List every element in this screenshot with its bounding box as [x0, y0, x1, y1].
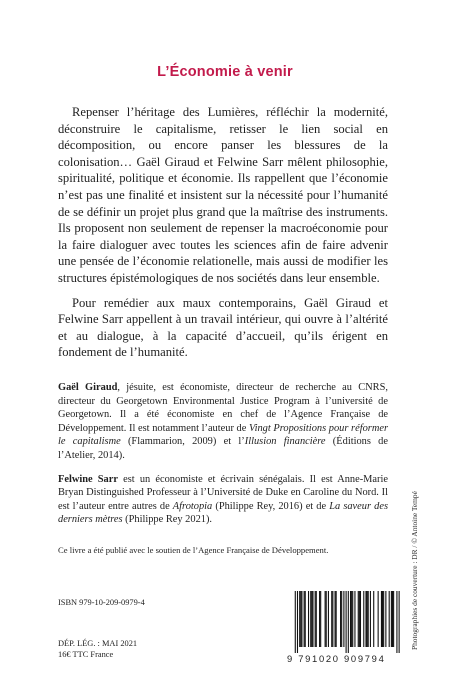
barcode-bar: [370, 591, 371, 647]
barcode-bar: [383, 591, 384, 647]
book-title-ref: Afrotopia: [172, 500, 213, 512]
bio-text: (Flammarion, 2009) et l’: [120, 436, 245, 448]
barcode-bar: [399, 591, 400, 653]
price: 16€ TTC France: [58, 650, 114, 660]
barcode-bar: [319, 591, 320, 647]
barcode-bar: [341, 591, 342, 647]
barcode-bar: [360, 591, 361, 647]
barcode-bar: [328, 591, 329, 647]
book-title-ref: Vingt Propositions pour réformer le capitalisme: [58, 422, 388, 448]
book-title-ref: Illusion financière: [244, 436, 326, 448]
barcode-bar: [392, 591, 393, 647]
blurb-paragraph-1: Repenser l’héritage des Lumières, réfléchir la modernité, déconstruire le capitalisme, retisser le lien social en décomposition, ou encore panser les blessures de la colonisation… Gaël Giraud et Felwine Sarr mêlent philosophie, spiritualité, politique et économie. Ils rappellent que l’économie n’est pas une finalité et insistent sur la nécessité pour l’humanité de se définir un projet plus grand que la maîtrise des instruments. Ils proposent non seulement de repenser la macroéconomie pour la faire dialoguer avec toutes les sciences afin de faire advenir une pensée de l’économie relationelle, mais aussi de modifier les structures épistémologiques de nos sociétés dans leur ensemble.: [58, 105, 388, 285]
barcode-bar: [365, 591, 366, 647]
barcode-bar: [331, 591, 332, 647]
author-name-giraud: Gaël Giraud: [58, 382, 118, 393]
author-bios: [58, 381, 388, 527]
barcode-bar: [305, 591, 306, 647]
legal-deposit: DÉP. LÉG. : MAI 2021: [58, 639, 138, 648]
book-title: L’Économie à venir: [157, 64, 293, 80]
barcode-bar: [312, 591, 313, 647]
barcode-bar: [393, 591, 394, 647]
barcode-bar: [368, 591, 369, 647]
barcode-bar: [396, 591, 397, 653]
bio-text: (Éditions de l’Atelier, 2014).: [58, 436, 388, 461]
barcode-bar: [382, 591, 383, 647]
bio-text: est un économiste et écrivain sénégalais. Il est Anne-Marie Bryan Distinguished Professeur à l’Université de Duke en Caroline du Nord. Il est l’auteur entre autres de: [58, 473, 388, 512]
bio-text: (Philippe Rey, 2016) et de: [212, 500, 330, 512]
barcode-bar: [343, 591, 344, 647]
author-name-sarr: Felwine Sarr: [58, 473, 118, 485]
barcode-bar: [378, 591, 379, 647]
barcode-bar: [373, 591, 374, 647]
barcode-bar: [336, 591, 337, 647]
barcode-icon: [287, 591, 403, 657]
isbn-label: ISBN 979-10-209-0979-4: [58, 598, 145, 607]
photo-credit: Photographies de couverture : DR / © Antoine Tempé: [410, 491, 419, 650]
support-note: Ce livre a été publié avec le soutien de l’Agence Française de Développement.: [58, 545, 329, 555]
bio-sarr: [58, 473, 388, 527]
barcode-bar: [363, 591, 364, 647]
barcode-bar: [326, 591, 327, 647]
barcode-bar: [308, 591, 309, 647]
barcode-bar: [295, 591, 296, 653]
barcode-bar: [381, 591, 382, 647]
barcode-bar: [346, 591, 347, 653]
barcode-bar: [325, 591, 326, 647]
barcode-bar: [354, 591, 355, 647]
barcode-bar: [332, 591, 333, 647]
barcode-digits: 9 791020 909794: [287, 653, 386, 664]
barcode-bar: [352, 591, 353, 647]
barcode-bar: [301, 591, 302, 647]
bio-text: (Philippe Rey 2021).: [122, 514, 213, 526]
legal-info: [58, 638, 137, 660]
barcode-bar: [320, 591, 321, 647]
barcode-bar: [350, 591, 351, 647]
bio-giraud: [58, 381, 388, 463]
blurb: [58, 104, 388, 361]
blurb-paragraph-2: Pour remédier aux maux contemporains, Gaël Giraud et Felwine Sarr appellent à un travail intérieur, qui ouvre à l’altérité et au dialogue, à la capacité d’accueil, qu’ils érigent en fondement de l’humanité.: [58, 295, 388, 360]
barcode-bar: [311, 591, 312, 647]
barcode-bar: [340, 591, 341, 647]
barcode-bar: [297, 591, 298, 653]
barcode-bar: [389, 591, 390, 647]
barcode-bar: [359, 591, 360, 647]
barcode-bar: [304, 591, 305, 647]
barcode-bar: [315, 591, 316, 647]
bio-text: , jésuite, est économiste, directeur de recherche au CNRS, directeur du Georgetown Environmental Justice Program à l’université de Georgetown. Il a été économiste en chef de l’Agence Française de Développement. Il est notamment l’auteur de: [58, 382, 388, 434]
barcode-bar: [335, 591, 336, 647]
book-title-ref: La saveur des derniers mètres: [58, 500, 388, 526]
barcode-bar: [348, 591, 349, 653]
barcode-bar: [310, 591, 311, 647]
barcode-bar: [351, 591, 352, 647]
barcode-bar: [391, 591, 392, 647]
barcode-bar: [300, 591, 301, 647]
barcode-bar: [299, 591, 300, 647]
barcode-bar: [367, 591, 368, 647]
barcode-bar: [385, 591, 386, 647]
barcode-bar: [316, 591, 317, 647]
barcode-bar: [358, 591, 359, 647]
